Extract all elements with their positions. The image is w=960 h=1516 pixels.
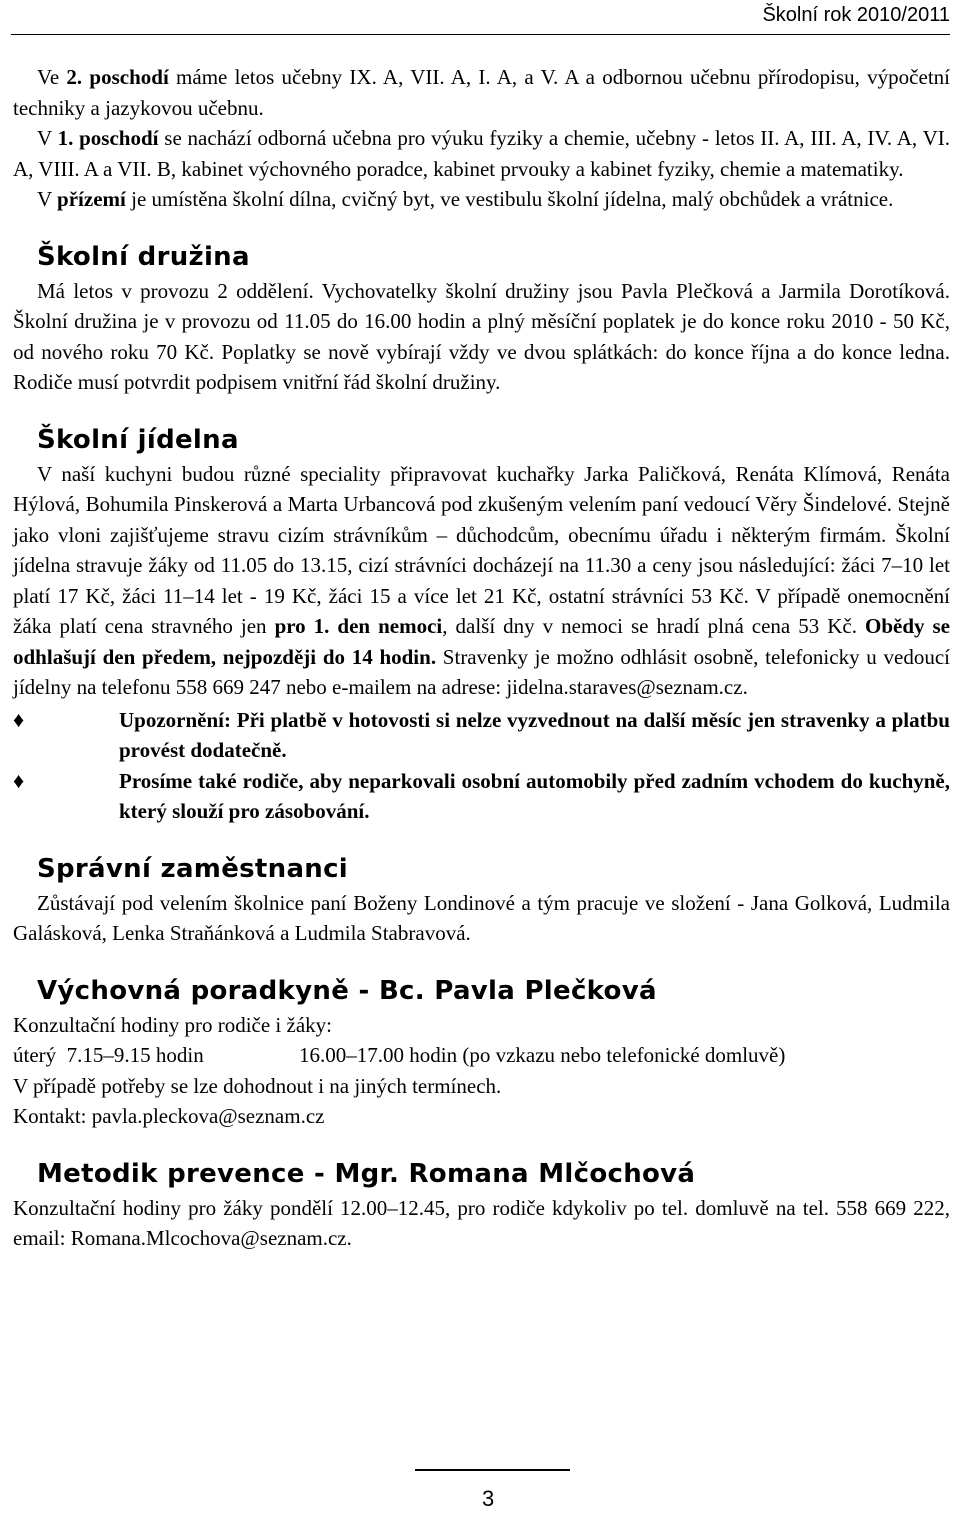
section-druzina (13, 239, 950, 398)
spravni-text: Zůstávají pod velením školnice paní Boženy Londinové a tým pracuje ve složení - Jana Golková, Ludmila Galásková, Lenka Straňánková a Ludmila Stabravová. (13, 890, 950, 945)
section-poradkyne (13, 973, 950, 1132)
druzina-heading: Školní družina (37, 241, 250, 272)
diamond-bullet-icon: ♦ (13, 767, 25, 793)
section-metodik (13, 1156, 950, 1254)
poradkyne-line3: V případě potřeby se lze dohodnout i na jiných termínech. (13, 1073, 502, 1098)
poradkyne-contact: Kontakt: pavla.pleckova@seznam.cz (13, 1104, 325, 1128)
page-content (13, 62, 950, 1254)
jidelna-heading: Školní jídelna (37, 424, 239, 455)
poradkyne-heading: Výchovná poradkyně - Bc. Pavla Plečková (37, 975, 657, 1006)
floor-2-paragraph: Ve 2. poschodí máme letos učebny IX. A, VII. A, I. A, a V. A a odbornou učebnu přírodopisu, výpočetní techniky a jazykovou učebnu. (13, 65, 950, 120)
page-number: 3 (482, 1486, 495, 1511)
floor-1-paragraph: V 1. poschodí se nachází odborná učebna pro výuku fyziky a chemie, učebny - letos II. A, III. A, IV. A, VI. A, VIII. A a VII. B, kabinet výchovného poradce, kabinet prvouky a kabinet fyziky, chemie a matematiky. (13, 126, 950, 181)
list-item (13, 705, 950, 766)
hours-morning: úterý 7.15–9.15 hodin (13, 1043, 204, 1067)
list-item (13, 766, 950, 827)
section-spravni (13, 851, 950, 949)
notice-payment: Upozornění: Při platbě v hotovosti si nelze vyzvednout na další měsíc jen stravenky a platbu provést dodatečně. (119, 707, 950, 762)
hours-afternoon: 16.00–17.00 hodin (po vzkazu nebo telefonické domluvě) (299, 1043, 786, 1067)
notice-parking: Prosíme také rodiče, aby neparkovali osobní automobily před zadním vchodem do kuchyně, který slouží pro zásobování. (119, 768, 950, 823)
spravni-heading: Správní zaměstnanci (37, 853, 349, 884)
footer-divider (415, 1469, 570, 1471)
ground-floor-paragraph: V přízemí je umístěna školní dílna, cvičný byt, ve vestibulu školní jídelna, malý obchůdek a vrátnice. (37, 187, 894, 211)
section-jidelna (13, 422, 950, 827)
header-divider (11, 34, 950, 35)
poradkyne-line1: Konzultační hodiny pro rodiče i žáky: (13, 1012, 332, 1037)
jidelna-text: V naší kuchyni budou různé speciality připravovat kuchařky Jarka Paličková, Renáta Klímová, Renáta Hýlová, Bohumila Pinskerová a Marta Urbancová pod zkušeným velením paní vedoucí Věry Šindelové. Stejně jako vloni zajišťujeme stravu cizím strávníkům – důchodcům, obecnímu úřadu i některým firmám. Školní jídelna stravuje žáky od 11.05 do 13.15, cizí strávníci docházejí na 11.30 a ceny jsou následující: žáci 7–10 let platí 17 Kč, žáci 11–14 let - 19 Kč, žáci 15 a více let 21 Kč, ostatní strávníci 53 Kč. V případě onemocnění žáka platí cena stravného jen pro 1. den nemoci, další dny v nemoci se hradí plná cena 53 Kč. Obědy se odhlašují den předem, nejpozději do 14 hodin. Stravenky je možno odhlásit osobně, telefonicky u vedoucí jídelny na telefonu 558 669 247 nebo e-mailem na adrese: jidelna.staraves@seznam.cz. (13, 461, 951, 699)
page-header-title: Školní rok 2010/2011 (762, 4, 950, 26)
metodik-text: Konzultační hodiny pro žáky pondělí 12.00–12.45, pro rodiče kdykoliv po tel. domluvě na tel. 558 669 222, email: Romana.Mlcochova@seznam.cz. (13, 1195, 950, 1250)
jidelna-notices (13, 705, 950, 827)
druzina-text: Má letos v provozu 2 oddělení. Vychovatelky školní družiny jsou Pavla Plečková a Jarmila Dorotíková. Školní družina je v provozu od 11.05 do 16.00 hodin a plný měsíční poplatek je do konce roku 2010 - 50 Kč, od nového roku 70 Kč. Poplatky se nově vybírají vždy ve dvou splátkách: do konce října a do konce ledna. Rodiče musí potvrdit podpisem vnitřní řád školní družiny. (13, 278, 950, 394)
poradkyne-hours (13, 1040, 950, 1071)
metodik-heading: Metodik prevence - Mgr. Romana Mlčochová (37, 1158, 696, 1189)
diamond-bullet-icon: ♦ (13, 706, 25, 732)
